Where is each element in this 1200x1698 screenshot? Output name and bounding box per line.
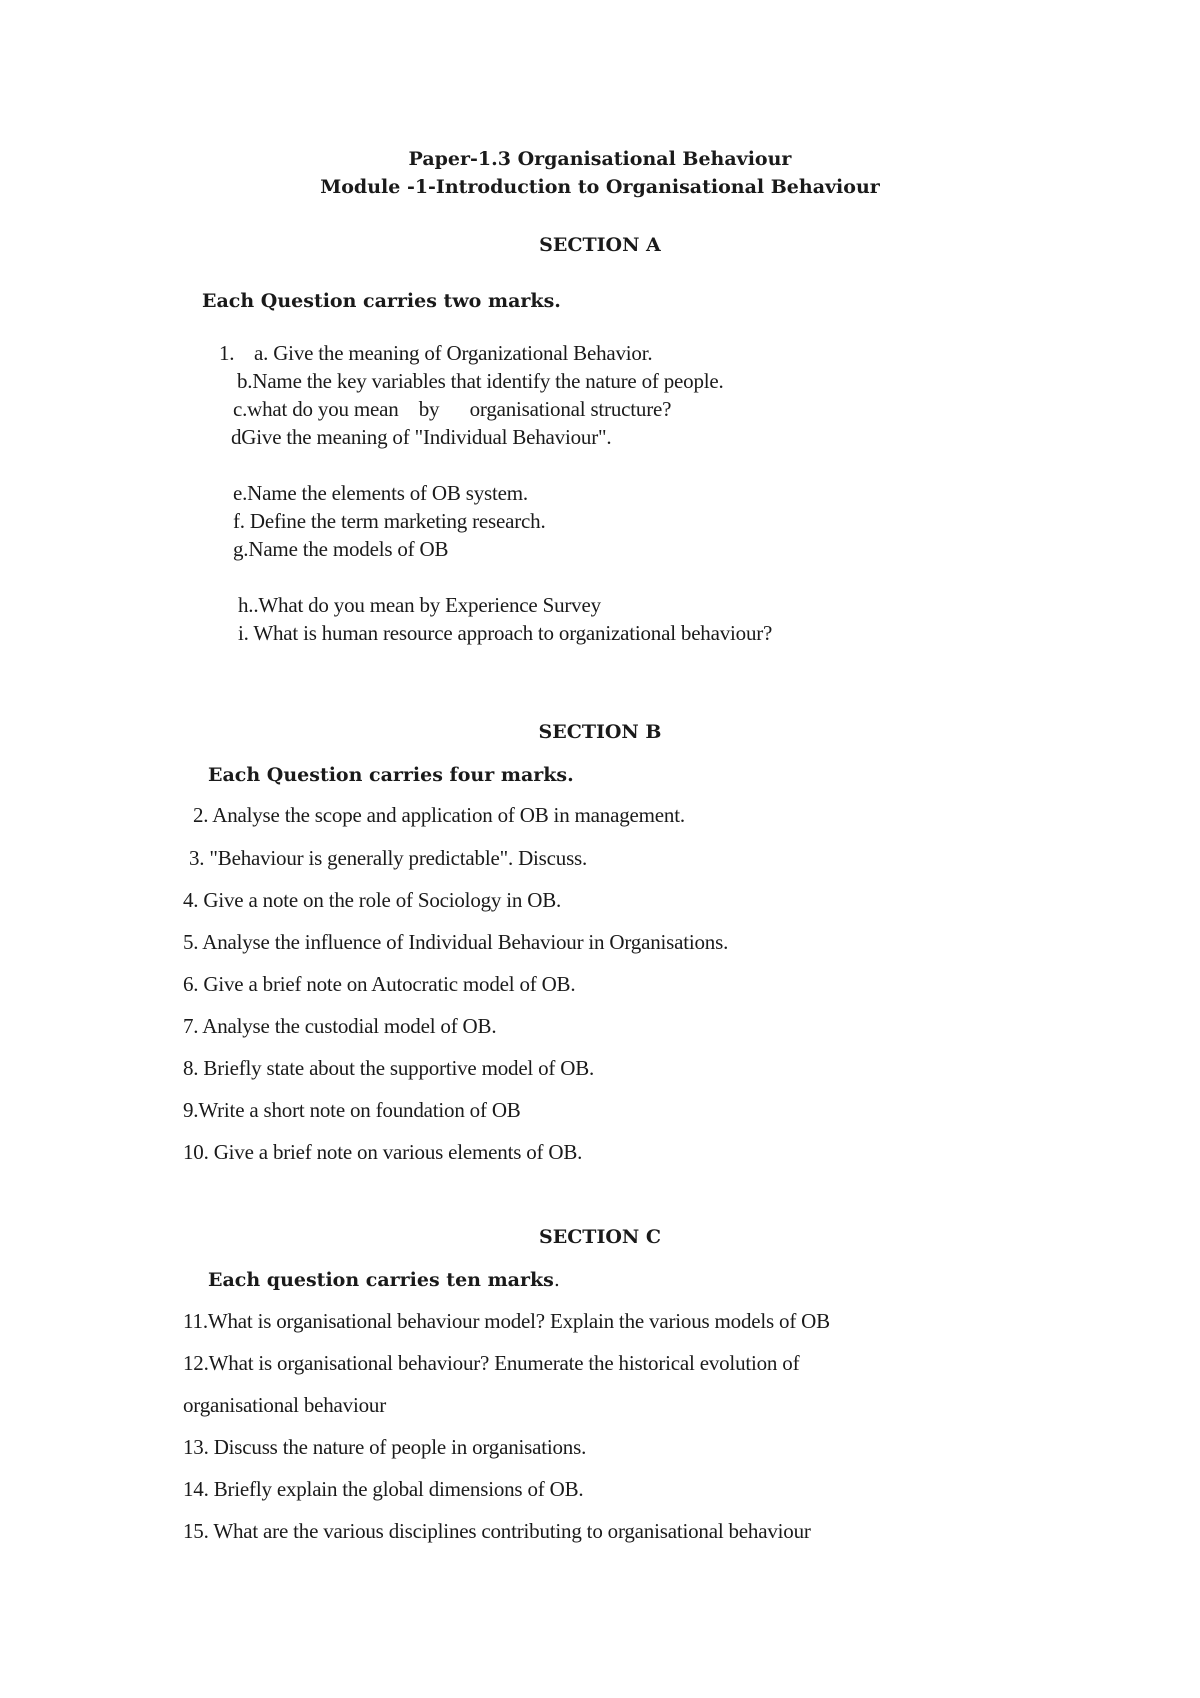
section-a-item: i. What is human resource approach to organizational behaviour? [238,621,773,645]
section-a-heading: SECTION A [539,234,661,256]
section-c-instruction-text: Each question carries ten marks [208,1269,554,1291]
section-a-item: a. Give the meaning of Organizational Behavior. [254,341,653,365]
paper-title: Paper-1.3 Organisational Behaviour [408,148,792,170]
section-a-instruction: Each Question carries two marks. [202,290,561,312]
section-c-question-continuation: organisational behaviour [183,1393,387,1417]
section-a-item: g.Name the models of OB [233,537,449,561]
module-title: Module -1-Introduction to Organisational Behaviour [320,176,880,198]
section-c-instruction [208,1268,560,1292]
section-b-question: 6. Give a brief note on Autocratic model of OB. [183,972,576,996]
section-b-question: 4. Give a note on the role of Sociology in OB. [183,888,562,912]
section-b-instruction: Each Question carries four marks. [208,764,574,786]
section-a-item: dGive the meaning of "Individual Behaviour". [231,425,612,449]
section-c-question: 15. What are the various disciplines contributing to organisational behaviour [183,1519,811,1543]
section-c-question: 11.What is organisational behaviour model? Explain the various models of OB [183,1309,830,1333]
section-b-heading: SECTION B [538,721,662,743]
section-a-item: c.what do you mean by organisational structure? [233,397,672,421]
section-c-question: 14. Briefly explain the global dimensions of OB. [183,1477,584,1501]
section-a-item: f. Define the term marketing research. [233,509,546,533]
section-c-question: 12.What is organisational behaviour? Enumerate the historical evolution of [183,1351,800,1375]
section-b-question: 3. "Behaviour is generally predictable". Discuss. [189,846,588,870]
section-c-heading: SECTION C [538,1226,661,1248]
section-b-question: 10. Give a brief note on various elements of OB. [183,1140,583,1164]
section-b-question: 8. Briefly state about the supportive model of OB. [183,1056,595,1080]
section-a-item: e.Name the elements of OB system. [233,481,528,505]
section-a-item: h..What do you mean by Experience Survey [238,593,601,617]
section-b-question: 2. Analyse the scope and application of OB in management. [193,803,685,827]
section-b-question: 7. Analyse the custodial model of OB. [183,1014,497,1038]
section-a-item: b.Name the key variables that identify the nature of people. [237,369,724,393]
section-c-question: 13. Discuss the nature of people in organisations. [183,1435,587,1459]
section-c-instruction-period: . [553,1269,560,1291]
section-b-question: 9.Write a short note on foundation of OB [183,1098,521,1122]
question-number-1: 1. [219,341,235,365]
section-b-question: 5. Analyse the influence of Individual Behaviour in Organisations. [183,930,729,954]
